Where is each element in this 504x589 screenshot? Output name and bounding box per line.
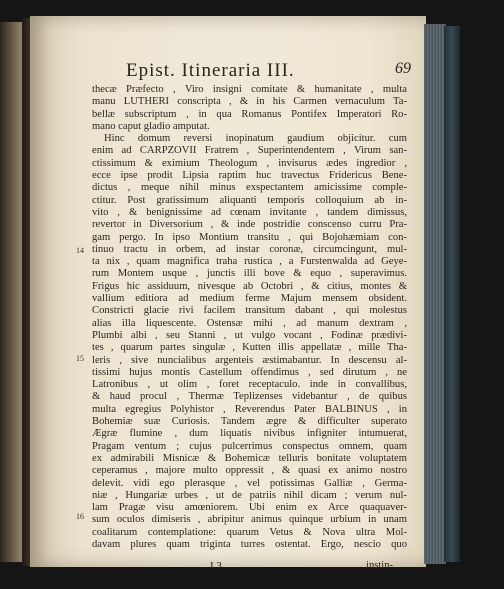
text-line: delevit. vidi ego plerasque , vel potissimas Galliæ , Germa-: [92, 477, 407, 489]
text-line: dictus , meque nihil minus exspectantem amicissime comple-: [92, 182, 407, 194]
text-line: Latronibus , ut olim , foret receptaculo. inde in convallibus,: [92, 379, 407, 391]
text-line: Bohemiæ suæ Curiosis. Tandem ægre & difficulter superato: [92, 416, 407, 428]
text-line: ecce ipse prodit Lipsia raptim huc travectus Fridericus Bene-: [92, 170, 407, 182]
text-line: niæ , Hungariæ urbes , ut de patriis nihil dicam ; verum nul-: [92, 489, 407, 501]
text-line: multa egregius Polyhistor , Reverendus Pater BALBINUS , in: [92, 403, 407, 415]
text-line: mano caput gladio amputat.: [92, 120, 210, 132]
text-line: vallium editiora ad medium ferme Majum mensem obsident.: [92, 293, 407, 305]
text-line: gam pergo. In ipso Montium transitu , qui Bojohæmiam con-: [92, 231, 407, 243]
text-line: ctissimum & eximium Theologum , invisurus ædes ingredior ,: [92, 157, 407, 169]
body-text: [92, 84, 407, 551]
text-line: ctitur. Post gratissimum aliquanti temporis colloquium ab in-: [92, 194, 407, 206]
text-line: Ægræ flumine , dum liquatis nivibus infigniter intumuerat,: [92, 428, 407, 440]
text-line: tes , quarum partes singulæ , Kutten illis appellatæ , mille Tha-: [92, 342, 407, 354]
text-line: Pragam ventum ; cujus pulcerrimus conspectus omnem, quam: [92, 440, 407, 452]
margin-note: 14: [76, 246, 84, 255]
text-line: vito , & benignissime ad cœnam invitante , tandem dimissus,: [92, 206, 407, 218]
text-line: ex admirabili Misnicæ & Bohemicæ telluris bonitate voluptatem: [92, 452, 407, 464]
text-line: coalitarum contemplatione: quarum Vetus & Nova ultra Mol-: [92, 526, 407, 538]
text-line: Plumbi albi , seu Stanni , ut vulgo vocant , Fodinæ prædivi-: [92, 329, 407, 341]
text-line: bellæ subscriptum , in qua Romanus Pontifex Imperatori Ro-: [92, 108, 407, 120]
text-line: ceperamus , majore multo oppressit , & quasi ex animo nostro: [92, 465, 407, 477]
page-header: [96, 58, 411, 84]
text-line: lam Pragæ visu amœniorem. Ubi enim ex Arce quaquaver-: [92, 502, 407, 514]
text-line: rum Montem usque , junctis illi bove & equo , superavimus.: [92, 268, 407, 280]
catchword: instin-: [366, 560, 394, 571]
text-line: thecæ Præfecto , Viro insigni comitate & humanitate , multa: [92, 84, 407, 95]
text-line: tissimi hujus montis Castellum offendimus , sed dirutum , ne: [92, 366, 407, 378]
text-line: Constricti glacie rivi facilem transitum dabant , qui molestus: [92, 305, 407, 317]
book-cover-edge: [444, 26, 460, 562]
text-line: ta nix , quam magnifica traha rustica , a Furstenwalda ad Geye-: [92, 256, 407, 268]
text-line: revertor in Diversorium , & inde postridie conscenso curru Pra-: [92, 219, 407, 231]
running-head: Epist. Itineraria III.: [126, 60, 295, 81]
margin-note: 16: [76, 512, 84, 521]
text-line: enim ad CARPZOVII Fratrem , Superintendentem , Virum san-: [92, 145, 407, 157]
margin-note: 15: [76, 354, 84, 363]
text-line: leris , sive nuncialibus argenteis æstimabantur. In descensu al-: [92, 354, 407, 366]
text-line: Frigus hic assiduum, nivesque ab Octobri , & citius, montes &: [92, 280, 407, 292]
text-line: sum oculos dimiseris , abripitur animus quinque urbium in unam: [92, 514, 407, 526]
text-line: Hinc domum reversi inopinatum gaudium objicitur. cum: [104, 133, 407, 145]
left-page-edge: [0, 22, 24, 562]
page-edges: [424, 24, 446, 564]
text-line: tinuo tractu in orbem, ad instar coronæ, circumcingunt, mul-: [92, 243, 407, 255]
text-line: davam plures quam triginta turres ostentat. Ergo, nescio quo: [92, 538, 407, 550]
page-number: 69: [395, 60, 411, 77]
text-line: alias illa liquescente. Ostensæ mihi , ad manum dextram ,: [92, 317, 407, 329]
text-line: manu LUTHERI conscripta , & in his Carmen vernaculum Ta-: [92, 96, 407, 108]
signature-mark: I 3: [210, 560, 222, 572]
text-line: & haud procul , Thermæ Teplizenses videbantur , de quibus: [92, 391, 407, 403]
